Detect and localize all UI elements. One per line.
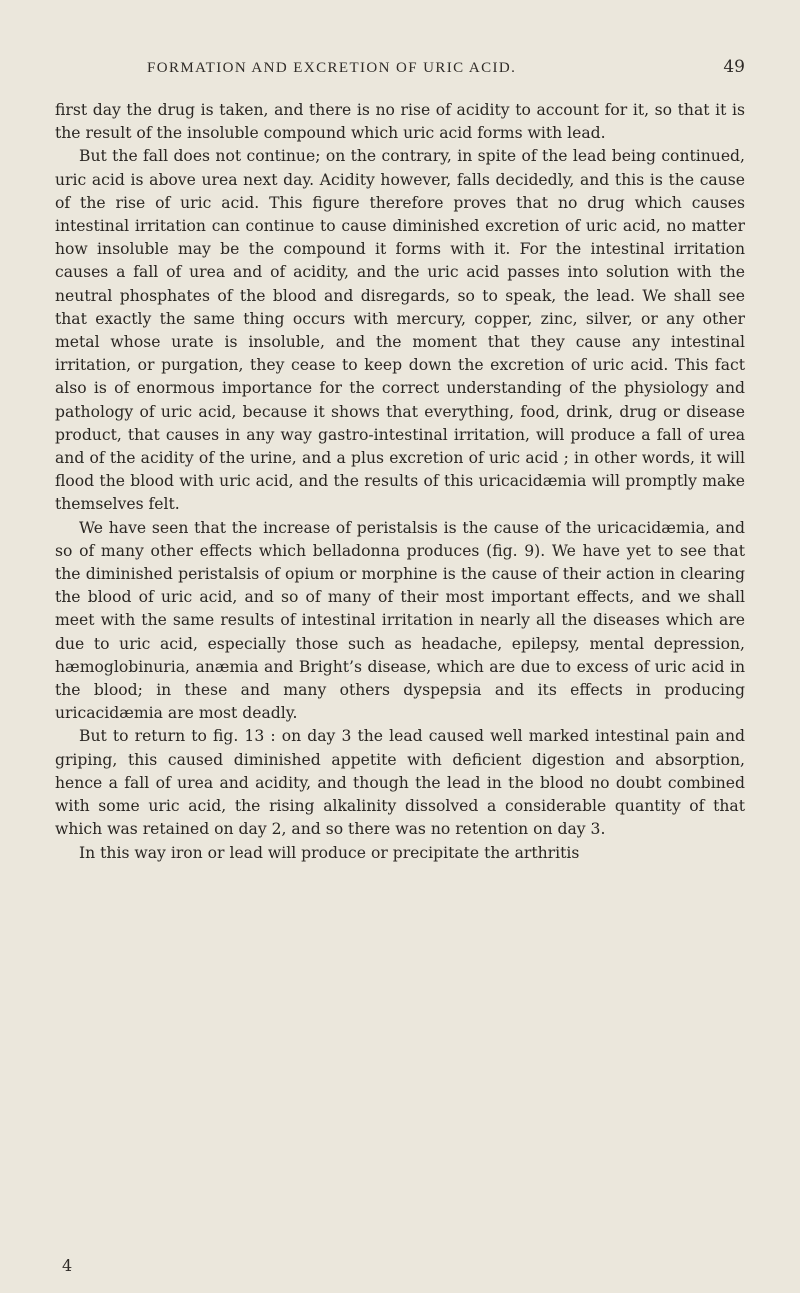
paragraph: first day the drug is taken, and there is no rise of acidity to account for it, so that it is the result of the insoluble compound which uric acid forms with lead.	[55, 101, 745, 143]
signature-mark: 4	[62, 1256, 73, 1275]
running-header	[55, 57, 745, 84]
paragraph: In this way iron or lead will produce or precipitate the arthritis	[79, 843, 580, 862]
paragraph: But the fall does not continue; on the contrary, in spite of the lead being continued, uric acid is above urea next day. Acidity however, falls decidedly, and this is the cause of the rise of uric acid. This figure therefore proves that no drug which causes intestinal irritation can continue to cause diminished excretion of uric acid, no matter how insoluble may be the compound it forms with it. For the intestinal irritation causes a fall of urea and of acidity, and the uric acid passes into solution with the neutral phosphates of the blood and disregards, so to speak, the lead. We shall see that exactly the same thing occurs with mercury, copper, zinc, silver, or any other metal whose urate is insoluble, and the moment that they cause any intestinal irritation, or purgation, they cease to keep down the excretion of uric acid. This fact also is of enormous importance for the correct understanding of the physiology and pathology of uric acid, because it shows that everything, food, drink, drug or disease product, that causes in any way gastro-intestinal irritation, will produce a fall of urea and of the acidity of the urine, and a plus excretion of uric acid ; in other words, it will flood the blood with uric acid, and the results of this uricacidæmia will promptly make themselves felt.	[55, 147, 745, 514]
running-title: FORMATION AND EXCRETION OF URIC ACID.	[147, 60, 517, 76]
page-number: 49	[723, 57, 745, 77]
body-text	[55, 99, 745, 865]
paragraph: But to return to fig. 13 : on day 3 the lead caused well marked intestinal pain and griping, this caused diminished appetite with deficient digestion and absorption, hence a fall of urea and acidity, and though the lead in the blood no doubt combined with some uric acid, the rising alkalinity dissolved a considerable quantity of that which was retained on day 2, and so there was no retention on day 3.	[55, 727, 745, 839]
paragraph: We have seen that the increase of peristalsis is the cause of the uricacidæmia, and so of many other effects which belladonna produces (fig. 9). We have yet to see that the diminished peristalsis of opium or morphine is the cause of their action in clearing the blood of uric acid, and so of many of their most important effects, and we shall meet with the same results of intestinal irritation in nearly all the diseases which are due to uric acid, especially those such as headache, epilepsy, mental depression, hæmoglobinuria, anæmia and Bright’s disease, which are due to excess of uric acid in the blood; in these and many others dyspepsia and its effects in producing uricacidæmia are most deadly.	[55, 518, 745, 723]
